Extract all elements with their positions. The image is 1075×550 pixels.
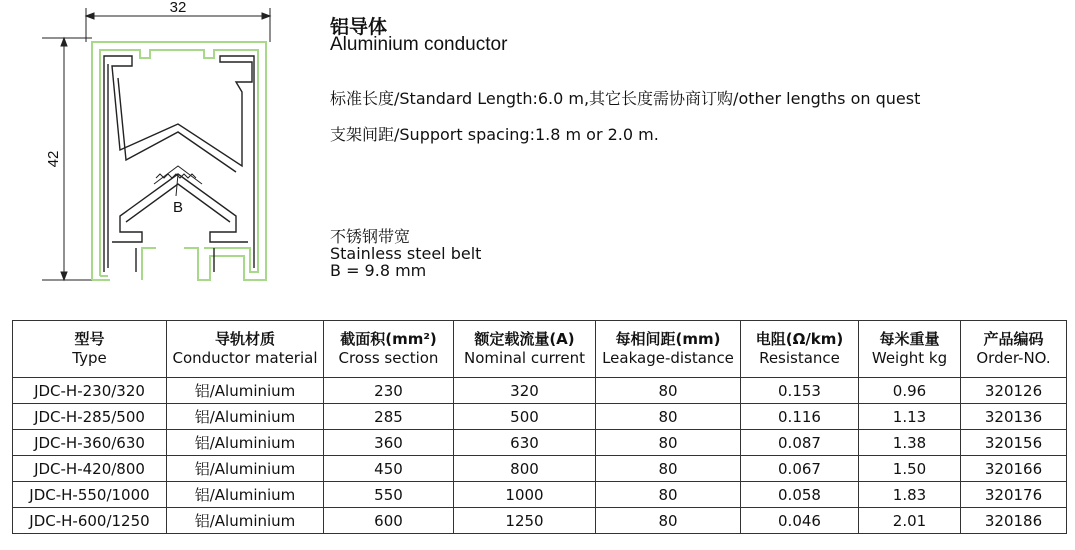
cell-resistance: 0.046 (741, 508, 859, 534)
cell-leakage-distance: 80 (596, 508, 741, 534)
belt-en: Stainless steel belt (330, 244, 482, 263)
cell-weight: 1.38 (859, 430, 961, 456)
cell-nominal-current: 630 (454, 430, 596, 456)
cell-nominal-current: 1250 (454, 508, 596, 534)
dim-height-label: 42 (45, 150, 62, 168)
cell-material: 铝/Aluminium (167, 378, 324, 404)
cell-cross-section: 550 (324, 482, 454, 508)
cell-order-no: 320186 (961, 508, 1067, 534)
cell-order-no: 320176 (961, 482, 1067, 508)
cell-leakage-distance: 80 (596, 482, 741, 508)
cell-order-no: 320136 (961, 404, 1067, 430)
cell-cross-section: 600 (324, 508, 454, 534)
cell-weight: 0.96 (859, 378, 961, 404)
support-spacing-spec: 支架间距/Support spacing:1.8 m or 2.0 m. (330, 125, 659, 144)
cell-resistance: 0.116 (741, 404, 859, 430)
cell-type: JDC-H-420/800 (13, 456, 167, 482)
cell-resistance: 0.067 (741, 456, 859, 482)
table-row (13, 482, 1067, 508)
header-cross-section: 截面积(mm²) Cross section (324, 321, 454, 378)
header-resistance: 电阻(Ω/km) Resistance (741, 321, 859, 378)
cell-nominal-current: 800 (454, 456, 596, 482)
cell-leakage-distance: 80 (596, 456, 741, 482)
table-header-row (13, 321, 1067, 378)
header-order-no: 产品编码 Order-NO. (961, 321, 1067, 378)
profile-inner-lines (104, 56, 254, 272)
dim-width-label: 32 (169, 0, 187, 16)
title-chinese: 铝导体 (330, 16, 388, 38)
cell-type: JDC-H-550/1000 (13, 482, 167, 508)
header-material: 导轨材质 Conductor material (167, 321, 324, 378)
cell-material: 铝/Aluminium (167, 404, 324, 430)
aluminium-profile (92, 42, 266, 280)
cell-order-no: 320156 (961, 430, 1067, 456)
cell-order-no: 320166 (961, 456, 1067, 482)
cell-resistance: 0.153 (741, 378, 859, 404)
cell-cross-section: 360 (324, 430, 454, 456)
cell-type: JDC-H-600/1250 (13, 508, 167, 534)
belt-cn: 不锈钢带宽 (330, 227, 411, 246)
cell-type: JDC-H-360/630 (13, 430, 167, 456)
table-row (13, 378, 1067, 404)
cell-cross-section: 450 (324, 456, 454, 482)
cell-weight: 1.50 (859, 456, 961, 482)
belt-value: B = 9.8 mm (330, 261, 427, 280)
cell-weight: 2.01 (859, 508, 961, 534)
spec-table (12, 320, 1067, 534)
table-row (13, 508, 1067, 534)
cell-nominal-current: 500 (454, 404, 596, 430)
cell-type: JDC-H-230/320 (13, 378, 167, 404)
cell-material: 铝/Aluminium (167, 482, 324, 508)
header-leakage-distance: 每相间距(mm) Leakage-distance (596, 321, 741, 378)
cell-nominal-current: 320 (454, 378, 596, 404)
cell-material: 铝/Aluminium (167, 430, 324, 456)
cell-type: JDC-H-285/500 (13, 404, 167, 430)
cell-weight: 1.83 (859, 482, 961, 508)
cell-leakage-distance: 80 (596, 404, 741, 430)
header-weight: 每米重量 Weight kg (859, 321, 961, 378)
cell-resistance: 0.058 (741, 482, 859, 508)
cell-leakage-distance: 80 (596, 430, 741, 456)
cell-material: 铝/Aluminium (167, 456, 324, 482)
belt-note (330, 228, 481, 279)
steel-belt (154, 166, 202, 196)
header-nominal-current: 额定载流量(A) Nominal current (454, 321, 596, 378)
header-type: 型号 Type (13, 321, 167, 378)
cell-cross-section: 230 (324, 378, 454, 404)
title-english: Aluminium conductor (330, 34, 508, 55)
standard-length-spec: 标准长度/Standard Length:6.0 m,其它长度需协商订购/other lengths on quest (330, 89, 921, 108)
table-row (13, 456, 1067, 482)
cell-weight: 1.13 (859, 404, 961, 430)
cell-nominal-current: 1000 (454, 482, 596, 508)
cell-resistance: 0.087 (741, 430, 859, 456)
cell-leakage-distance: 80 (596, 378, 741, 404)
cell-cross-section: 285 (324, 404, 454, 430)
cell-order-no: 320126 (961, 378, 1067, 404)
conductor-profile-drawing (0, 0, 300, 300)
table-row (13, 430, 1067, 456)
label-b: B (172, 199, 184, 216)
table-row (13, 404, 1067, 430)
cell-material: 铝/Aluminium (167, 508, 324, 534)
